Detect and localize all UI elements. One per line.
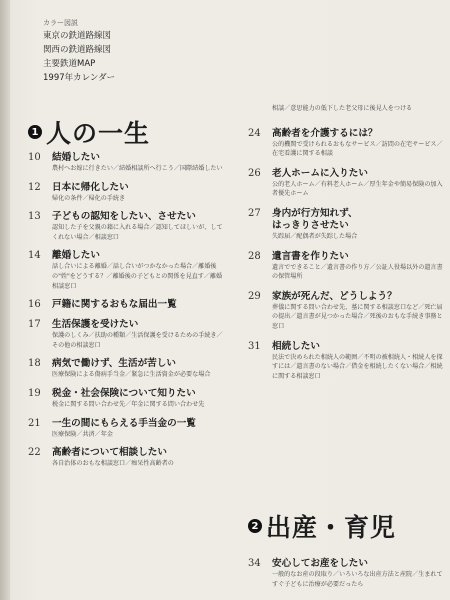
page-number: 10 xyxy=(28,152,41,163)
toc-entry[interactable] xyxy=(248,208,443,242)
entry-title: 遺言書を作りたい xyxy=(272,250,349,262)
section-title: 出産・育児 xyxy=(266,513,397,542)
page-number: 26 xyxy=(248,167,261,179)
page-number: 12 xyxy=(28,181,41,193)
left-column-entries xyxy=(28,152,228,477)
section-1-heading xyxy=(28,114,150,150)
toc-entry[interactable] xyxy=(28,388,228,410)
entry-title: 身内が行方知れず、 xyxy=(272,207,358,219)
entry-title: 家族が死んだ、どうしよう？ xyxy=(272,290,397,302)
page-number: 18 xyxy=(28,358,41,370)
entry-title: 結婚したい xyxy=(52,152,100,163)
entry-description: 公的老人ホーム／有料老人ホーム／厚生年金や簡易保険の加入者優先ホーム xyxy=(272,180,443,198)
page-number: 28 xyxy=(248,250,261,262)
color-section-toc xyxy=(43,18,233,85)
entry-description: 民法で決められた相続人の範囲／不明の被相続人・相続人を探すには／遺言書のない場合／借金を相続したくない場合／相続に関する相談窓口 xyxy=(272,353,443,380)
book-spine-shadow xyxy=(0,0,10,600)
entry-description-continued: 相談／意思能力の低下した老父母に後見人をつける xyxy=(272,105,413,112)
entry-title: 相続したい xyxy=(272,340,320,352)
entry-title: 一生の間にもらえる手当金の一覧 xyxy=(52,417,196,429)
toc-entry[interactable] xyxy=(28,358,228,380)
entry-title: 老人ホームに入りたい xyxy=(272,167,368,179)
page-number: 27 xyxy=(248,207,261,219)
section-title: 人の一生 xyxy=(46,119,151,148)
page-number: 34 xyxy=(248,558,261,569)
page-number: 14 xyxy=(28,250,41,262)
toc-entry[interactable] xyxy=(28,250,228,291)
toc-entry[interactable] xyxy=(248,558,443,589)
section-2-entries xyxy=(248,558,443,597)
entry-description: 一般的なお産の段取り／いろいろな出産方法と産院／生まれてすぐ子どもに治療が必要だったら xyxy=(272,571,443,588)
toc-entry[interactable] xyxy=(28,319,228,350)
page-number: 13 xyxy=(28,211,41,223)
toc-entry[interactable] xyxy=(28,418,228,440)
toc-line-major-railways: 主要鉄道MAP xyxy=(43,59,96,69)
page-number: 21 xyxy=(28,417,41,429)
entry-description: 失踪届／配偶者が失踪した場合 xyxy=(272,232,358,240)
toc-entry[interactable] xyxy=(28,211,228,242)
page-number: 17 xyxy=(28,319,41,331)
entry-description: 医療保険による傷病手当金／緊急に生活資金が必要な場合 xyxy=(52,371,211,379)
toc-entry[interactable] xyxy=(28,447,228,469)
entry-description: 農村へお嫁に行きたい／結婚相談所へ行こう／国際結婚したい xyxy=(52,165,223,172)
toc-line-tokyo-map: 東京の鉄道路線図 xyxy=(43,31,112,41)
entry-title: 生活保護を受けたい xyxy=(52,319,139,331)
entry-title: 病気で働けず、生活が苦しい xyxy=(52,358,176,370)
entry-description: 公的機関で受けられるおもなサービス／訪問の在宅サービス／在宅看護に関する相談 xyxy=(272,140,443,158)
toc-entry[interactable] xyxy=(248,341,443,382)
entry-title: 戸籍に関するおもな届出一覧 xyxy=(52,299,177,311)
toc-label: カラー図説 xyxy=(43,19,78,27)
section-number-badge: 2 xyxy=(248,519,262,533)
entry-title-line2: はっきりさせたい xyxy=(272,219,349,231)
toc-entry[interactable] xyxy=(28,152,228,174)
section-number-badge: 1 xyxy=(28,125,42,139)
toc-entry[interactable] xyxy=(28,182,228,204)
entry-description: 話し合いによる離婚／話し合いがつかなかった場合／離婚後の"姓"をどうする？／離婚後の子どもとの関係を見直す／離婚相談窓口 xyxy=(52,263,223,290)
toc-entry[interactable] xyxy=(248,251,443,282)
entry-title: 安心してお産をしたい xyxy=(272,558,368,569)
page-number: 19 xyxy=(28,387,41,399)
entry-title: 税金・社会保険について知りたい xyxy=(52,387,196,399)
entry-title: 高齢者を介護するには？ xyxy=(272,127,378,139)
page-number: 24 xyxy=(248,127,261,139)
entry-description: 保護のしくみ／扶助の種類／生活保護を受けるための手続き／その他の相談窓口 xyxy=(52,332,223,349)
entry-description: 帰化の条件／帰化の手続き xyxy=(52,194,126,202)
entry-description: 認知した子を父親の籍に入れる場合／認知してほしいが、してくれない場合／相談窓口 xyxy=(52,224,223,241)
toc-line-calendar: 1997年カレンダー xyxy=(43,73,116,83)
section-2-heading xyxy=(248,508,396,544)
entry-description: 税金に関する問い合わせ先／年金に関する問い合わせ先 xyxy=(52,400,205,408)
entry-description: 各自治体のおもな相談窓口／痴呆性高齢者の xyxy=(52,460,174,468)
entry-title: 子どもの認知をしたい、させたい xyxy=(52,211,196,223)
toc-entry[interactable] xyxy=(248,128,443,159)
entry-title: 日本に帰化したい xyxy=(52,181,129,193)
page-number: 29 xyxy=(248,290,261,302)
right-column-entries xyxy=(248,104,443,390)
entry-description: 医療保険／共済／年金 xyxy=(52,430,113,438)
page-number: 31 xyxy=(248,340,261,352)
toc-line-kansai-map: 関西の鉄道路線図 xyxy=(43,45,112,55)
entry-title: 離婚したい xyxy=(52,250,100,262)
toc-entry[interactable] xyxy=(28,299,228,311)
entry-description: 遺言でできること／遺言書の作り方／公証人役場以外の遺言書の保管場所 xyxy=(272,263,443,281)
page-number: 16 xyxy=(28,299,41,311)
toc-entry-continuation xyxy=(248,104,443,114)
page-number: 22 xyxy=(28,447,41,459)
entry-title: 高齢者について相談したい xyxy=(52,447,167,459)
toc-entry[interactable] xyxy=(248,168,443,199)
entry-description: 葬儀に関する問い合わせ先、墓に関する相談窓口など／死亡届の提出／遺言書が見つかった場合／死後のおもな手続き事務と窓口 xyxy=(272,303,443,330)
toc-entry[interactable] xyxy=(248,291,443,332)
